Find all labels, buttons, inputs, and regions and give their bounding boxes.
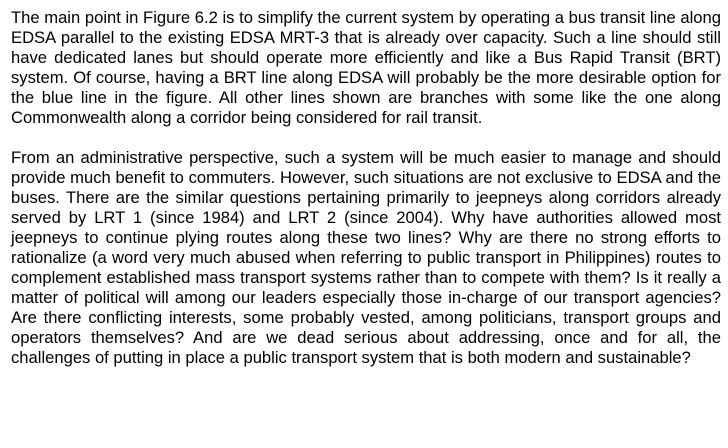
paragraph-administrative-perspective: From an administrative perspective, such a system will be much easier to manage and should provide much benefit to commuters. However, such situations are not exclusive to EDSA and the buses. There are the similar questions pertaining primarily to jeepneys along corridors already served by LRT 1 (since 1984) and LRT 2 (since 2004). Why have authorities allowed most jeepneys to continue plying routes along these two lines? Why are there no strong efforts to rationalize (a word very much abused when referring to public transport in Philippines) routes to complement established mass transport systems rather than to compete with them? Is it really a matter of political will among our leaders especially those in-charge of our transport agencies? Are there conflicting interests, some probably vested, among politicians, transport groups and operators themselves? And are we dead serious about addressing, once and for all, the challenges of putting in place a public transport system that is both modern and sustainable? bbox=[11, 148, 721, 367]
paragraph-figure-6-2: The main point in Figure 6.2 is to simplify the current system by operating a bus transit line along EDSA parallel to the existing EDSA MRT-3 that is already over capacity. Such a line should still have dedicated lanes but should operate more efficiently and like a Bus Rapid Transit (BRT) system. Of course, having a BRT line along EDSA will probably be the more desirable option for the blue line in the figure. All other lines shown are branches with some like the one along Commonwealth along a corridor being considered for rail transit. bbox=[11, 8, 721, 127]
document-body bbox=[11, 8, 721, 368]
